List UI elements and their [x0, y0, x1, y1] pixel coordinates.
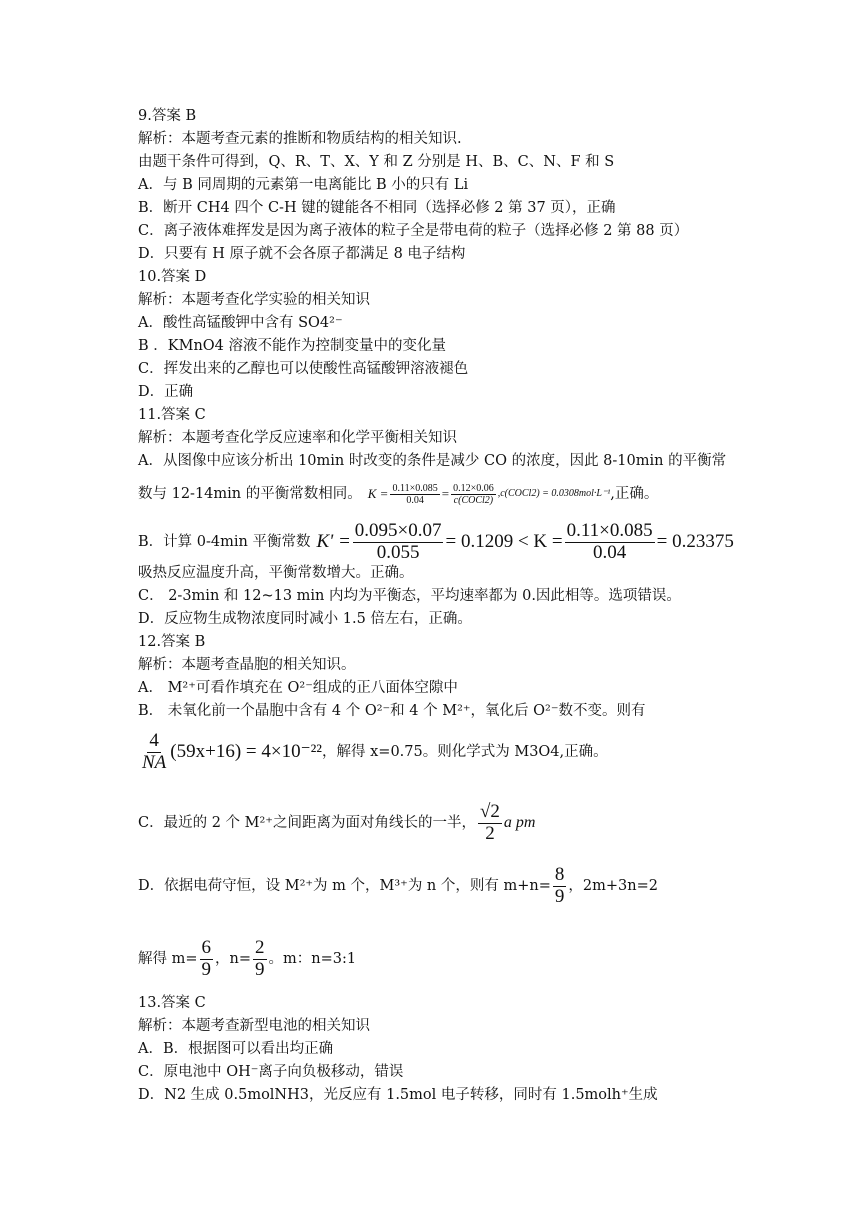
na-numerator: 4 — [149, 729, 159, 751]
kp-compare: = 0.1209 < K = — [445, 531, 563, 552]
sqrt-numerator: √2 — [479, 800, 500, 822]
q9-option-a: A．与 B 同周期的元素第一电离能比 B 小的只有 Li — [138, 177, 469, 193]
k-fraction — [390, 483, 439, 506]
sqrt-denominator: 2 — [485, 822, 495, 844]
q10-option-b: B ．KMnO4 溶液不能作为控制变量中的变化量 — [138, 338, 447, 354]
q12-option-b: B． 未氧化前一个晶胞中含有 4 个 O²⁻和 4 个 M²⁺，氧化后 O²⁻数不变。则有 — [138, 703, 646, 719]
kk-numerator: 0.11×0.085 — [566, 519, 653, 541]
q9-answer: 9.答案 B — [138, 108, 197, 124]
solution-n-label: ，n= — [215, 951, 252, 967]
q13-answer: 13.答案 C — [138, 995, 206, 1011]
fraction-2-9 — [253, 938, 267, 981]
q11-option-a-line1: A．从图像中应该分析出 10min 时改变的条件是减少 CO 的浓度，因此 8-10min 的平衡常 — [138, 453, 727, 469]
q10-answer: 10.答案 D — [138, 269, 207, 285]
kk-result: = 0.23375 — [656, 531, 734, 552]
sqrt-fraction — [478, 802, 502, 845]
fraction-2-9-num: 2 — [255, 936, 265, 958]
k-correct: ,正确。 — [610, 486, 659, 502]
fraction-8-9-num: 8 — [554, 863, 565, 885]
kp-fraction — [353, 521, 444, 564]
q12-option-c — [138, 798, 535, 848]
q9-option-d: D．只要有 H 原子就不会各原子都满足 8 电子结构 — [138, 246, 466, 262]
k-label: K = — [367, 486, 389, 501]
na-expression: (59x+16) = 4×10⁻²² — [170, 741, 323, 762]
q11-option-b — [138, 516, 734, 568]
k-concentration: ,c(COCl2) = 0.0308mol·L⁻¹ — [497, 488, 611, 499]
k2-denominator: c(COCl2) — [453, 494, 494, 506]
q12-d-text: D．依据电荷守恒，设 M²⁺为 m 个，M³⁺为 n 个，则有 m+n= — [138, 878, 551, 894]
q13-option-d: D．N2 生成 0.5molNH3，光反应有 1.5mol 电子转移，同时有 1.5molh⁺生成 — [138, 1087, 658, 1103]
k2-numerator: 0.12×0.06 — [453, 482, 494, 494]
q13-option-ab: A．B．根据图可以看出均正确 — [138, 1041, 334, 1057]
q11-option-a-line2 — [138, 474, 658, 514]
fraction-8-9 — [553, 865, 567, 908]
kp-denominator: 0.055 — [376, 541, 420, 563]
kp-numerator: 0.095×0.07 — [354, 519, 442, 541]
q11-b-text: B．计算 0-4min 平衡常数 — [138, 534, 311, 550]
fraction-6-9-num: 6 — [201, 936, 212, 958]
q12-option-a: A． M²⁺可看作填充在 O²⁻组成的正八面体空隙中 — [138, 680, 458, 696]
kk-denominator: 0.04 — [592, 541, 627, 563]
q10-analysis: 解析：本题考查化学实验的相关知识 — [138, 292, 370, 308]
q9-option-b: B．断开 CH4 四个 C-H 键的键能各不相同（选择必修 2 第 37 页），正确 — [138, 200, 616, 216]
q11-analysis: 解析：本题考查化学反应速率和化学平衡相关知识 — [138, 430, 457, 446]
q12-b-result: ，解得 x=0.75。则化学式为 M3O4,正确。 — [322, 744, 608, 760]
q12-d-equation: ，2m+3n=2 — [568, 878, 658, 894]
q12-answer: 12.答案 B — [138, 634, 206, 650]
fraction-8-9-den: 9 — [554, 885, 565, 907]
k-numerator: 0.11×0.085 — [392, 482, 438, 494]
q11-option-c: C． 2-3min 和 12~13 min 内均为平衡态，平均速率都为 0.因此相等。选项错误。 — [138, 588, 681, 604]
na-denominator: NA — [142, 751, 167, 773]
q12-c-text: C．最近的 2 个 M²⁺之间距离为面对角线长的一半， — [138, 815, 476, 831]
k-denominator: 0.04 — [406, 494, 424, 506]
q13-option-c: C．原电池中 OH⁻离子向负极移动，错误 — [138, 1064, 404, 1080]
q12-b-equation — [138, 728, 608, 776]
q10-option-a: A．酸性高锰酸钾中含有 SO4²⁻ — [138, 315, 343, 331]
q11-answer: 11.答案 C — [138, 407, 206, 423]
fraction-2-9-den: 9 — [255, 958, 265, 980]
q12-analysis: 解析：本题考查晶胞的相关知识。 — [138, 657, 356, 673]
k-equals: = — [441, 486, 450, 501]
kp-label: K' = — [316, 531, 351, 552]
q11-a-text: 数与 12-14min 的平衡常数相同。 — [138, 486, 362, 502]
q10-option-d: D．正确 — [138, 384, 194, 400]
q12-d-solution — [138, 935, 356, 983]
fraction-6-9-den: 9 — [201, 958, 212, 980]
fraction-6-9 — [200, 938, 214, 981]
solution-ratio: 。m：n=3:1 — [268, 951, 357, 967]
q9-condition: 由题干条件可得到，Q、R、T、X、Y 和 Z 分别是 H、B、C、N、F 和 S — [138, 154, 615, 170]
q11-b-conclusion: 吸热反应温度升高，平衡常数增大。正确。 — [138, 565, 414, 581]
q12-option-d — [138, 862, 658, 910]
na-fraction — [140, 731, 168, 774]
q13-analysis: 解析：本题考查新型电池的相关知识 — [138, 1018, 370, 1034]
sqrt-unit: a pm — [503, 814, 536, 831]
q10-option-c: C．挥发出来的乙醇也可以使酸性高锰酸钾溶液褪色 — [138, 361, 469, 377]
k2-fraction — [451, 483, 496, 506]
q9-option-c: C．离子液体难挥发是因为离子液体的粒子全是带电荷的粒子（选择必修 2 第 88 页） — [138, 223, 689, 239]
q9-analysis: 解析：本题考查元素的推断和物质结构的相关知识. — [138, 131, 462, 147]
q11-option-d: D．反应物生成物浓度同时减小 1.5 倍左右，正确。 — [138, 611, 472, 627]
solution-m-label: 解得 m= — [138, 951, 198, 967]
kk-fraction — [565, 521, 655, 564]
